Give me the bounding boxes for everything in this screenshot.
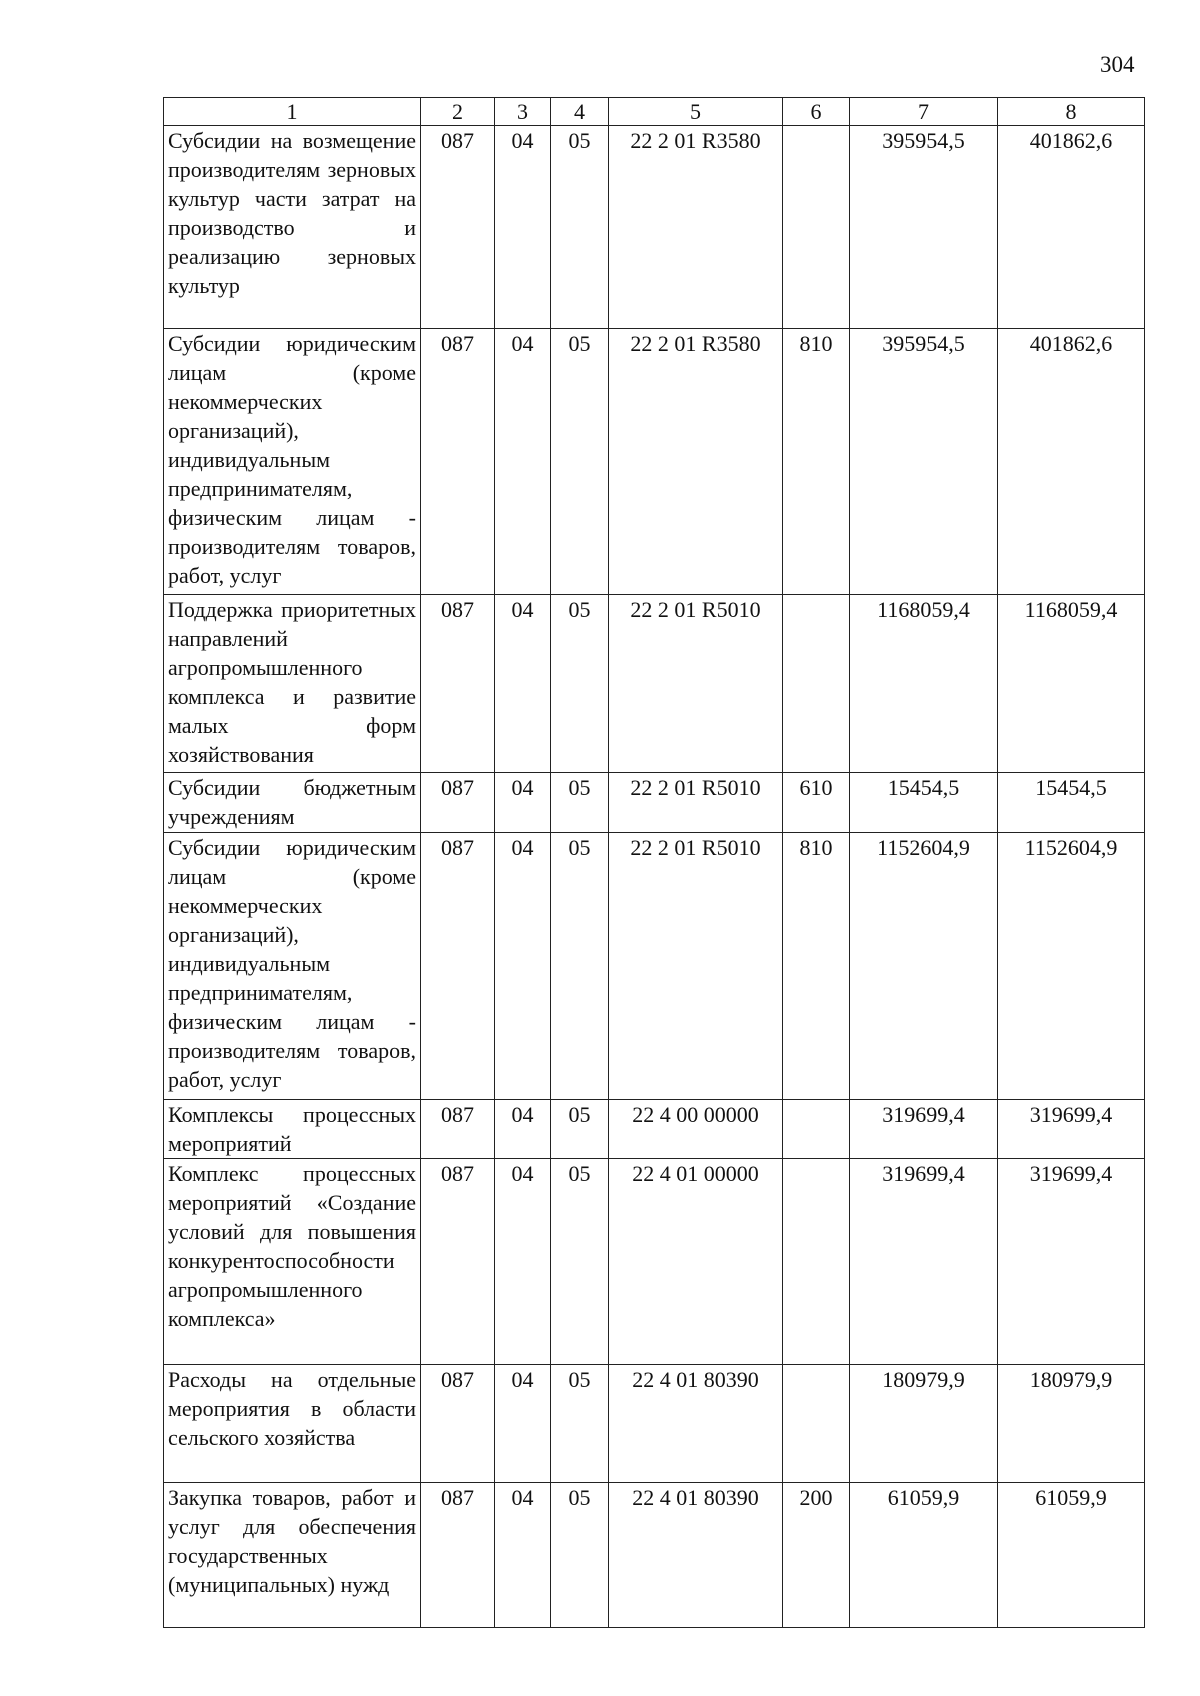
- amount-col-8: 1152604,9: [998, 833, 1145, 1100]
- ministry-code: 087: [421, 126, 495, 329]
- amount-col-8: 15454,5: [998, 773, 1145, 833]
- amount-col-7: 1168059,4: [850, 595, 998, 773]
- ministry-code: 087: [421, 1483, 495, 1628]
- row-name: Субсидии на возмещение производителям зерновых культур части затрат на производство и реализацию зерновых культур: [164, 126, 421, 329]
- table-row: [164, 833, 1145, 1100]
- amount-col-8: 61059,9: [998, 1483, 1145, 1628]
- section-code: 04: [495, 1365, 551, 1483]
- target-article-code: 22 2 01 R5010: [609, 833, 783, 1100]
- table-row: [164, 1100, 1145, 1159]
- amount-col-7: 395954,5: [850, 126, 998, 329]
- subsection-code: 05: [551, 1483, 609, 1628]
- expense-type-code: 610: [783, 773, 850, 833]
- ministry-code: 087: [421, 1365, 495, 1483]
- table-row: [164, 1365, 1145, 1483]
- target-article-code: 22 2 01 R5010: [609, 595, 783, 773]
- header-col-7: 7: [850, 98, 998, 126]
- row-name: Поддержка приоритетных направлений агропромышленного комплекса и развитие малых форм хозяйствования: [164, 595, 421, 773]
- section-code: 04: [495, 329, 551, 595]
- expense-type-code: [783, 1159, 850, 1365]
- table-row: [164, 1483, 1145, 1628]
- expense-type-code: [783, 1100, 850, 1159]
- amount-col-7: 319699,4: [850, 1159, 998, 1365]
- expense-type-code: 200: [783, 1483, 850, 1628]
- ministry-code: 087: [421, 773, 495, 833]
- target-article-code: 22 4 00 00000: [609, 1100, 783, 1159]
- row-name: Комплексы процессных мероприятий: [164, 1100, 421, 1159]
- row-name: Комплекс процессных мероприятий «Создание условий для повышения конкурентоспособности агропромышленного комплекса»: [164, 1159, 421, 1365]
- table-row: [164, 126, 1145, 329]
- subsection-code: 05: [551, 126, 609, 329]
- amount-col-8: 180979,9: [998, 1365, 1145, 1483]
- expense-type-code: [783, 595, 850, 773]
- header-col-3: 3: [495, 98, 551, 126]
- subsection-code: 05: [551, 595, 609, 773]
- table-row: [164, 595, 1145, 773]
- amount-col-8: 319699,4: [998, 1159, 1145, 1365]
- header-col-1: 1: [164, 98, 421, 126]
- section-code: 04: [495, 1159, 551, 1365]
- row-name: Субсидии бюджетным учреждениям: [164, 773, 421, 833]
- header-col-6: 6: [783, 98, 850, 126]
- subsection-code: 05: [551, 1159, 609, 1365]
- ministry-code: 087: [421, 1159, 495, 1365]
- row-name: Субсидии юридическим лицам (кроме некоммерческих организаций), индивидуальным предпринимателям, физическим лицам - производителям товаров, работ, услуг: [164, 329, 421, 595]
- amount-col-7: 319699,4: [850, 1100, 998, 1159]
- budget-table: [163, 97, 1145, 1628]
- ministry-code: 087: [421, 595, 495, 773]
- expense-type-code: 810: [783, 329, 850, 595]
- expense-type-code: 810: [783, 833, 850, 1100]
- section-code: 04: [495, 833, 551, 1100]
- header-col-8: 8: [998, 98, 1145, 126]
- table-header: [164, 98, 1145, 126]
- ministry-code: 087: [421, 329, 495, 595]
- section-code: 04: [495, 1483, 551, 1628]
- table-body: [164, 126, 1145, 1628]
- subsection-code: 05: [551, 833, 609, 1100]
- amount-col-7: 1152604,9: [850, 833, 998, 1100]
- row-name: Расходы на отдельные мероприятия в области сельского хозяйства: [164, 1365, 421, 1483]
- subsection-code: 05: [551, 329, 609, 595]
- expense-type-code: [783, 126, 850, 329]
- subsection-code: 05: [551, 773, 609, 833]
- target-article-code: 22 2 01 R3580: [609, 126, 783, 329]
- amount-col-8: 401862,6: [998, 329, 1145, 595]
- header-col-4: 4: [551, 98, 609, 126]
- page-number: 304: [1100, 52, 1135, 77]
- section-code: 04: [495, 595, 551, 773]
- ministry-code: 087: [421, 833, 495, 1100]
- table-row: [164, 1159, 1145, 1365]
- target-article-code: 22 2 01 R5010: [609, 773, 783, 833]
- ministry-code: 087: [421, 1100, 495, 1159]
- target-article-code: 22 4 01 80390: [609, 1365, 783, 1483]
- target-article-code: 22 2 01 R3580: [609, 329, 783, 595]
- section-code: 04: [495, 773, 551, 833]
- amount-col-8: 1168059,4: [998, 595, 1145, 773]
- target-article-code: 22 4 01 00000: [609, 1159, 783, 1365]
- table-row: [164, 329, 1145, 595]
- amount-col-7: 180979,9: [850, 1365, 998, 1483]
- row-name: Субсидии юридическим лицам (кроме некоммерческих организаций), индивидуальным предпринимателям, физическим лицам - производителям товаров, работ, услуг: [164, 833, 421, 1100]
- row-name: Закупка товаров, работ и услуг для обеспечения государственных (муниципальных) нужд: [164, 1483, 421, 1628]
- header-col-5: 5: [609, 98, 783, 126]
- expense-type-code: [783, 1365, 850, 1483]
- amount-col-8: 401862,6: [998, 126, 1145, 329]
- amount-col-7: 395954,5: [850, 329, 998, 595]
- table-row: [164, 773, 1145, 833]
- header-row: [164, 98, 1145, 126]
- target-article-code: 22 4 01 80390: [609, 1483, 783, 1628]
- subsection-code: 05: [551, 1100, 609, 1159]
- section-code: 04: [495, 126, 551, 329]
- amount-col-7: 61059,9: [850, 1483, 998, 1628]
- subsection-code: 05: [551, 1365, 609, 1483]
- section-code: 04: [495, 1100, 551, 1159]
- header-col-2: 2: [421, 98, 495, 126]
- amount-col-8: 319699,4: [998, 1100, 1145, 1159]
- amount-col-7: 15454,5: [850, 773, 998, 833]
